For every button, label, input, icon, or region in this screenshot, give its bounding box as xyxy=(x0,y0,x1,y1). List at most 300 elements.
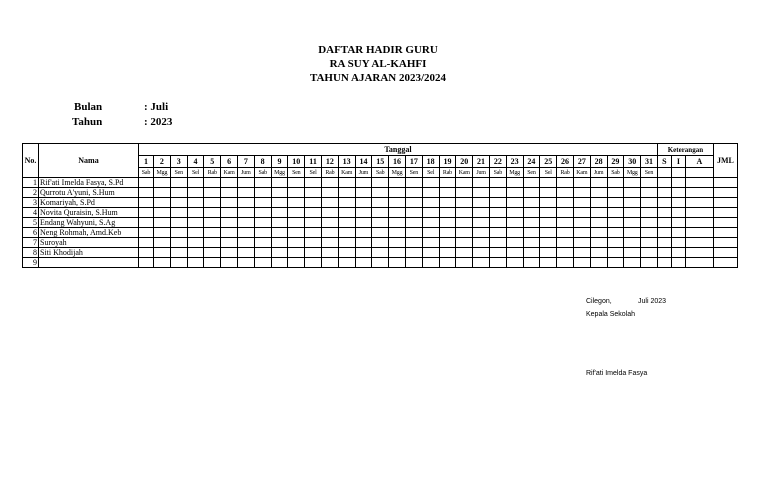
attendance-cell xyxy=(271,248,288,258)
header-no: No. xyxy=(23,144,39,178)
attendance-cell xyxy=(338,208,355,218)
attendance-cell xyxy=(154,208,171,218)
day-number: 12 xyxy=(321,156,338,168)
attendance-cell xyxy=(254,228,271,238)
attendance-cell xyxy=(456,258,473,268)
attendance-cell xyxy=(439,198,456,208)
attendance-cell xyxy=(573,178,590,188)
attendance-cell xyxy=(372,258,389,268)
day-number: 5 xyxy=(204,156,221,168)
attendance-cell xyxy=(271,218,288,228)
weekday-name: Mgg xyxy=(506,168,523,178)
attendance-cell xyxy=(139,188,154,198)
attendance-cell xyxy=(523,218,540,228)
attendance-cell xyxy=(657,238,671,248)
attendance-cell xyxy=(321,228,338,238)
attendance-cell xyxy=(489,188,506,198)
attendance-cell xyxy=(187,178,204,188)
attendance-cell xyxy=(237,228,254,238)
attendance-cell xyxy=(389,188,406,198)
weekday-name: Sab xyxy=(489,168,506,178)
attendance-cell xyxy=(204,198,221,208)
attendance-cell xyxy=(288,188,305,198)
weekday-name: Kam xyxy=(456,168,473,178)
attendance-cell xyxy=(557,178,574,188)
attendance-cell xyxy=(671,208,685,218)
attendance-cell xyxy=(221,248,238,258)
attendance-cell xyxy=(540,208,557,218)
academic-year: TAHUN AJARAN 2023/2024 xyxy=(309,72,447,84)
attendance-cell xyxy=(405,198,422,208)
attendance-cell xyxy=(372,178,389,188)
attendance-cell xyxy=(288,218,305,228)
weekday-name: Sel xyxy=(422,168,439,178)
attendance-cell xyxy=(473,258,490,268)
teacher-name xyxy=(39,258,139,268)
attendance-cell xyxy=(187,188,204,198)
note-cell xyxy=(657,168,671,178)
day-number: 30 xyxy=(624,156,641,168)
teacher-name: Suroyah xyxy=(39,238,139,248)
attendance-cell xyxy=(305,238,322,248)
weekday-name: Rab xyxy=(321,168,338,178)
attendance-cell xyxy=(624,188,641,198)
attendance-cell xyxy=(624,248,641,258)
attendance-cell xyxy=(405,218,422,228)
attendance-cell xyxy=(573,198,590,208)
attendance-cell xyxy=(657,248,671,258)
attendance-cell xyxy=(523,198,540,208)
attendance-cell xyxy=(237,218,254,228)
attendance-cell xyxy=(657,198,671,208)
attendance-cell xyxy=(389,208,406,218)
attendance-cell xyxy=(271,208,288,218)
attendance-cell xyxy=(288,248,305,258)
attendance-cell xyxy=(671,258,685,268)
attendance-cell xyxy=(305,248,322,258)
attendance-cell xyxy=(624,258,641,268)
day-number: 4 xyxy=(187,156,204,168)
day-number: 16 xyxy=(389,156,406,168)
teacher-name: Rif'ati Imelda Fasya, S.Pd xyxy=(39,178,139,188)
attendance-cell xyxy=(355,198,372,208)
attendance-cell xyxy=(624,198,641,208)
note-cell xyxy=(685,168,713,178)
day-number: 14 xyxy=(355,156,372,168)
attendance-cell xyxy=(389,248,406,258)
attendance-cell xyxy=(338,258,355,268)
attendance-cell xyxy=(355,218,372,228)
table-row xyxy=(23,188,738,198)
attendance-cell xyxy=(422,198,439,208)
attendance-cell xyxy=(557,258,574,268)
row-number: 7 xyxy=(23,238,39,248)
attendance-cell xyxy=(305,218,322,228)
attendance-cell xyxy=(139,208,154,218)
attendance-cell xyxy=(405,248,422,258)
attendance-cell xyxy=(254,258,271,268)
attendance-cell xyxy=(355,248,372,258)
attendance-cell xyxy=(338,228,355,238)
teacher-name: Siti Khodijah xyxy=(39,248,139,258)
attendance-cell xyxy=(624,178,641,188)
attendance-cell xyxy=(713,198,737,208)
attendance-cell xyxy=(254,198,271,208)
attendance-cell xyxy=(154,218,171,228)
attendance-cell xyxy=(422,218,439,228)
attendance-cell xyxy=(506,198,523,208)
attendance-cell xyxy=(139,258,154,268)
attendance-cell xyxy=(685,178,713,188)
attendance-cell xyxy=(713,178,737,188)
attendance-cell xyxy=(254,218,271,228)
note-code: I xyxy=(671,156,685,168)
attendance-cell xyxy=(506,218,523,228)
attendance-cell xyxy=(506,238,523,248)
attendance-cell xyxy=(288,178,305,188)
attendance-cell xyxy=(405,188,422,198)
attendance-cell xyxy=(685,258,713,268)
attendance-cell xyxy=(355,228,372,238)
attendance-cell xyxy=(237,248,254,258)
attendance-cell xyxy=(170,248,187,258)
attendance-cell xyxy=(456,238,473,248)
attendance-cell xyxy=(573,228,590,238)
attendance-cell xyxy=(204,248,221,258)
day-number: 7 xyxy=(237,156,254,168)
signature-date: Juli 2023 xyxy=(638,298,667,305)
day-number: 9 xyxy=(271,156,288,168)
attendance-cell xyxy=(540,238,557,248)
attendance-cell xyxy=(254,238,271,248)
attendance-cell xyxy=(237,188,254,198)
attendance-cell xyxy=(489,178,506,188)
attendance-cell xyxy=(321,258,338,268)
table-row xyxy=(23,258,738,268)
attendance-cell xyxy=(657,218,671,228)
attendance-cell xyxy=(154,228,171,238)
attendance-cell xyxy=(657,188,671,198)
attendance-cell xyxy=(557,188,574,198)
attendance-cell xyxy=(139,198,154,208)
attendance-cell xyxy=(489,218,506,228)
attendance-cell xyxy=(685,218,713,228)
attendance-cell xyxy=(355,238,372,248)
attendance-cell xyxy=(671,238,685,248)
signature-name: Rif'ati Imelda Fasya xyxy=(586,370,648,377)
attendance-cell xyxy=(271,178,288,188)
weekday-name: Kam xyxy=(338,168,355,178)
weekday-name: Sen xyxy=(405,168,422,178)
attendance-cell xyxy=(254,188,271,198)
weekday-name: Mgg xyxy=(154,168,171,178)
attendance-cell xyxy=(170,208,187,218)
day-number: 19 xyxy=(439,156,456,168)
attendance-cell xyxy=(187,208,204,218)
weekday-name: Mgg xyxy=(624,168,641,178)
weekday-name: Jum xyxy=(473,168,490,178)
weekday-name: Sab xyxy=(607,168,624,178)
attendance-cell xyxy=(641,198,658,208)
attendance-cell xyxy=(641,218,658,228)
attendance-cell xyxy=(139,178,154,188)
attendance-cell xyxy=(237,198,254,208)
attendance-cell xyxy=(641,238,658,248)
attendance-cell xyxy=(641,228,658,238)
document-title: DAFTAR HADIR GURU xyxy=(318,44,438,56)
attendance-cell xyxy=(237,238,254,248)
attendance-cell xyxy=(473,178,490,188)
attendance-cell xyxy=(321,238,338,248)
weekday-name: Jum xyxy=(237,168,254,178)
attendance-cell xyxy=(523,228,540,238)
weekday-name: Sel xyxy=(540,168,557,178)
attendance-cell xyxy=(506,208,523,218)
table-row xyxy=(23,248,738,258)
attendance-cell xyxy=(607,188,624,198)
attendance-cell xyxy=(372,228,389,238)
attendance-cell xyxy=(405,258,422,268)
weekday-name: Sen xyxy=(523,168,540,178)
attendance-cell xyxy=(713,188,737,198)
weekday-name: Jum xyxy=(590,168,607,178)
attendance-cell xyxy=(338,198,355,208)
attendance-cell xyxy=(170,258,187,268)
attendance-cell xyxy=(641,188,658,198)
attendance-cell xyxy=(355,208,372,218)
attendance-cell xyxy=(405,208,422,218)
attendance-cell xyxy=(288,198,305,208)
attendance-cell xyxy=(607,208,624,218)
attendance-table xyxy=(22,143,738,268)
attendance-cell xyxy=(489,258,506,268)
attendance-cell xyxy=(422,258,439,268)
attendance-cell xyxy=(154,198,171,208)
attendance-cell xyxy=(372,198,389,208)
attendance-cell xyxy=(187,228,204,238)
attendance-cell xyxy=(288,208,305,218)
attendance-cell xyxy=(237,208,254,218)
note-cell xyxy=(671,168,685,178)
attendance-cell xyxy=(685,248,713,258)
weekday-name: Rab xyxy=(439,168,456,178)
weekday-name: Sab xyxy=(372,168,389,178)
attendance-cell xyxy=(456,198,473,208)
year-value: : 2023 xyxy=(144,116,173,128)
attendance-cell xyxy=(713,228,737,238)
attendance-cell xyxy=(139,228,154,238)
attendance-cell xyxy=(523,248,540,258)
attendance-cell xyxy=(607,178,624,188)
teacher-name: Neng Rohmah, Amd.Keb xyxy=(39,228,139,238)
attendance-cell xyxy=(338,238,355,248)
attendance-cell xyxy=(321,188,338,198)
attendance-cell xyxy=(271,228,288,238)
attendance-cell xyxy=(288,238,305,248)
attendance-cell xyxy=(523,258,540,268)
attendance-cell xyxy=(713,258,737,268)
attendance-cell xyxy=(685,188,713,198)
attendance-cell xyxy=(288,228,305,238)
attendance-cell xyxy=(523,208,540,218)
attendance-cell xyxy=(305,178,322,188)
attendance-cell xyxy=(389,238,406,248)
attendance-cell xyxy=(573,258,590,268)
header-dates: Tanggal xyxy=(139,144,658,156)
attendance-cell xyxy=(422,188,439,198)
attendance-cell xyxy=(590,188,607,198)
attendance-cell xyxy=(713,248,737,258)
attendance-cell xyxy=(221,238,238,248)
day-number: 24 xyxy=(523,156,540,168)
attendance-cell xyxy=(590,238,607,248)
attendance-cell xyxy=(389,258,406,268)
attendance-cell xyxy=(372,218,389,228)
attendance-cell xyxy=(154,238,171,248)
attendance-cell xyxy=(506,258,523,268)
day-number: 29 xyxy=(607,156,624,168)
day-number: 13 xyxy=(338,156,355,168)
attendance-cell xyxy=(170,228,187,238)
attendance-cell xyxy=(405,178,422,188)
attendance-cell xyxy=(422,238,439,248)
attendance-cell xyxy=(422,248,439,258)
attendance-cell xyxy=(523,238,540,248)
attendance-cell xyxy=(154,248,171,258)
teacher-name: Endang Wahyuni, S.Ag xyxy=(39,218,139,228)
attendance-cell xyxy=(405,238,422,248)
attendance-cell xyxy=(657,258,671,268)
attendance-cell xyxy=(473,208,490,218)
attendance-cell xyxy=(204,188,221,198)
row-number: 4 xyxy=(23,208,39,218)
attendance-cell xyxy=(641,248,658,258)
attendance-cell xyxy=(671,178,685,188)
attendance-cell xyxy=(671,198,685,208)
attendance-cell xyxy=(321,248,338,258)
attendance-cell xyxy=(288,258,305,268)
attendance-cell xyxy=(170,178,187,188)
attendance-cell xyxy=(187,238,204,248)
teacher-name: Qurrotu A'yuni, S.Hum xyxy=(39,188,139,198)
attendance-cell xyxy=(590,198,607,208)
attendance-cell xyxy=(154,188,171,198)
attendance-cell xyxy=(573,188,590,198)
table-row xyxy=(23,228,738,238)
attendance-cell xyxy=(422,228,439,238)
attendance-cell xyxy=(154,178,171,188)
header-total: JML xyxy=(713,144,737,178)
weekday-name: Mgg xyxy=(389,168,406,178)
weekday-name: Rab xyxy=(204,168,221,178)
header-notes: Keterangan xyxy=(657,144,713,156)
weekday-name: Mgg xyxy=(271,168,288,178)
attendance-cell xyxy=(607,248,624,258)
weekday-name: Sen xyxy=(641,168,658,178)
day-number: 25 xyxy=(540,156,557,168)
attendance-cell xyxy=(489,238,506,248)
note-code: S xyxy=(657,156,671,168)
attendance-cell xyxy=(321,218,338,228)
attendance-cell xyxy=(641,258,658,268)
attendance-cell xyxy=(671,218,685,228)
attendance-cell xyxy=(321,198,338,208)
attendance-cell xyxy=(590,218,607,228)
attendance-cell xyxy=(456,218,473,228)
attendance-cell xyxy=(641,208,658,218)
row-number: 8 xyxy=(23,248,39,258)
school-name: RA SUY AL-KAHFI xyxy=(329,58,427,70)
note-code: A xyxy=(685,156,713,168)
attendance-cell xyxy=(540,258,557,268)
attendance-cell xyxy=(422,208,439,218)
attendance-cell xyxy=(221,218,238,228)
day-number: 6 xyxy=(221,156,238,168)
table-row xyxy=(23,178,738,188)
attendance-cell xyxy=(271,188,288,198)
attendance-cell xyxy=(221,198,238,208)
weekday-name: Sen xyxy=(170,168,187,178)
attendance-cell xyxy=(321,178,338,188)
attendance-cell xyxy=(657,228,671,238)
attendance-cell xyxy=(389,228,406,238)
attendance-cell xyxy=(139,238,154,248)
row-number: 5 xyxy=(23,218,39,228)
day-number: 18 xyxy=(422,156,439,168)
attendance-cell xyxy=(607,218,624,228)
attendance-cell xyxy=(607,258,624,268)
row-number: 2 xyxy=(23,188,39,198)
attendance-cell xyxy=(305,228,322,238)
attendance-cell xyxy=(439,258,456,268)
attendance-cell xyxy=(506,228,523,238)
day-number: 28 xyxy=(590,156,607,168)
attendance-cell xyxy=(624,208,641,218)
attendance-cell xyxy=(590,258,607,268)
attendance-cell xyxy=(355,188,372,198)
attendance-cell xyxy=(473,198,490,208)
attendance-cell xyxy=(671,188,685,198)
attendance-cell xyxy=(170,198,187,208)
attendance-cell xyxy=(506,248,523,258)
attendance-cell xyxy=(624,228,641,238)
attendance-cell xyxy=(573,208,590,218)
attendance-cell xyxy=(405,228,422,238)
attendance-cell xyxy=(204,228,221,238)
attendance-cell xyxy=(139,248,154,258)
attendance-cell xyxy=(590,178,607,188)
day-number: 31 xyxy=(641,156,658,168)
attendance-cell xyxy=(338,248,355,258)
row-number: 9 xyxy=(23,258,39,268)
attendance-cell xyxy=(221,208,238,218)
attendance-cell xyxy=(657,208,671,218)
attendance-cell xyxy=(389,178,406,188)
attendance-cell xyxy=(657,178,671,188)
attendance-cell xyxy=(557,198,574,208)
attendance-cell xyxy=(506,188,523,198)
weekday-name: Sab xyxy=(139,168,154,178)
attendance-cell xyxy=(338,178,355,188)
attendance-cell xyxy=(573,248,590,258)
attendance-cell xyxy=(557,238,574,248)
attendance-cell xyxy=(624,218,641,228)
attendance-cell xyxy=(557,248,574,258)
attendance-cell xyxy=(713,208,737,218)
attendance-cell xyxy=(221,228,238,238)
attendance-cell xyxy=(685,238,713,248)
attendance-cell xyxy=(321,208,338,218)
